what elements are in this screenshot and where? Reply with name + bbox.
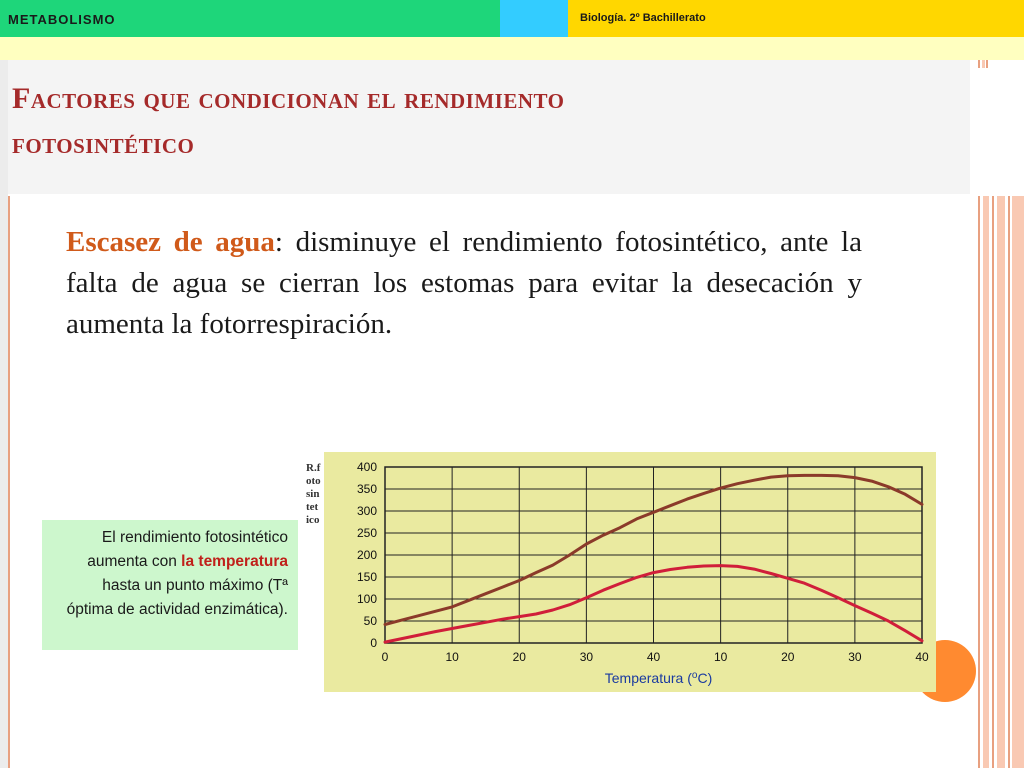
y-tick-label: 100 [356,592,377,606]
title-line-2: fotosintético [12,127,195,160]
y-tick-label: 0 [370,636,377,650]
note-text-start: El rendimiento fotosintético aumenta con [87,529,288,570]
ylabel-fragment: R.f [306,462,321,474]
x-tick-label: 40 [646,650,661,664]
stripe [997,196,1005,768]
chart-xlabel [605,670,713,686]
header-course: Biología. 2º Bachillerato [580,12,706,24]
ylabel-fragment: sin [306,488,320,500]
y-tick-label: 150 [356,570,377,584]
y-tick-label: 300 [356,504,377,518]
chart-ylabel [306,462,326,527]
x-tick-label: 10 [445,650,459,664]
stripe-line [1008,196,1010,768]
temperature-note [42,520,298,650]
stripe-line [8,196,10,768]
stripe-line [978,196,980,768]
note-text-end: hasta un punto máximo (Tª óptima de actividad enzimática). [66,577,288,618]
x-tick-label: 30 [848,650,862,664]
stripe [1012,196,1024,768]
stripe [983,196,989,768]
stripe-line [986,60,988,68]
body-paragraph [66,222,862,345]
header-blue-segment [500,0,568,37]
x-tick-label: 20 [781,650,795,664]
stripe-line [978,60,980,68]
y-tick-label: 400 [356,460,377,474]
x-tick-label: 40 [915,650,929,664]
header-bar [0,0,1024,37]
x-tick-label: 30 [579,650,594,664]
y-tick-label: 200 [356,548,377,562]
title-line-1: Factores que condicionan el rendimiento [12,82,565,115]
y-tick-label: 50 [363,614,377,628]
photosynthesis-chart [324,452,936,692]
ylabel-fragment: oto [306,475,321,487]
ylabel-fragment: tet [306,501,319,513]
paragraph-text: : disminuye el rendimiento fotosintético, ante la falta de agua se cierran los estomas para evitar la desecación y aumenta la fotorrespiración. [66,226,862,340]
paragraph-highlight: Escasez de agua [66,226,275,258]
stripe-line [992,196,994,768]
ylabel-fragment: ico [306,514,320,526]
y-tick-label: 350 [356,482,377,496]
x-tick-label: 20 [512,650,526,664]
y-tick-label: 250 [356,526,377,540]
x-tick-label: 0 [381,650,389,664]
header-subbar [0,37,1024,60]
stripe [982,60,985,68]
left-margin-band [0,60,8,768]
xlabel-superscript: o [691,670,698,681]
x-tick-label: 10 [713,650,728,664]
slide-title [12,76,952,166]
xlabel-end: C) [697,670,713,686]
note-highlight: la temperatura [181,553,288,570]
header-subject: METABOLISMO [8,12,116,27]
xlabel-main: Temperatura ( [604,670,692,686]
